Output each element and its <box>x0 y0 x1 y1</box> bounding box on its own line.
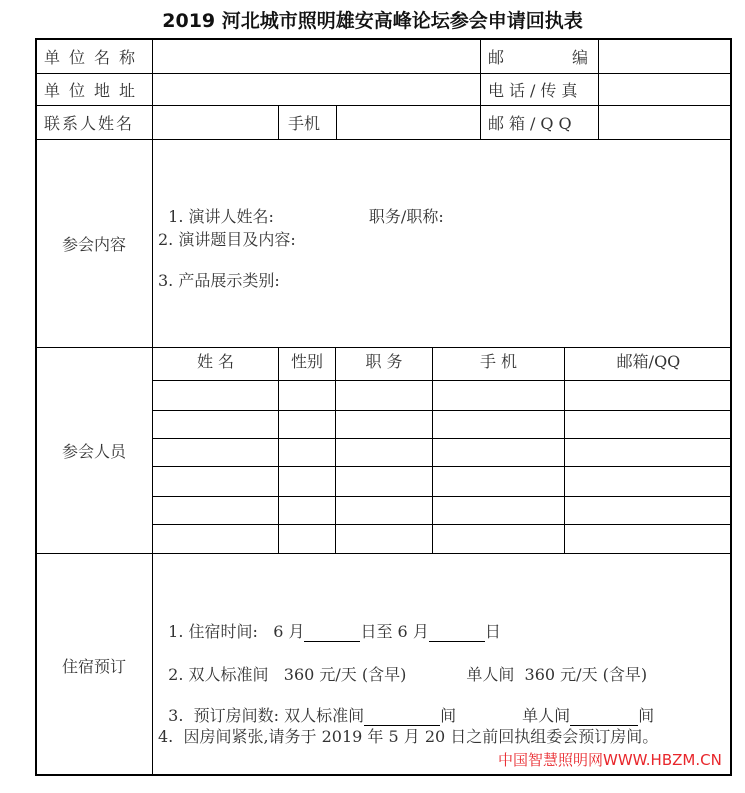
address-field[interactable] <box>153 74 480 105</box>
check-out-day-blank[interactable] <box>429 625 485 642</box>
attendee-row[interactable] <box>153 411 732 438</box>
booking-deadline-note: 4. 因房间紧张,请务于 2019 年 5 月 20 日之前回执组委会预订房间。 <box>158 727 659 746</box>
mobile-field[interactable] <box>337 106 480 139</box>
speaker-name-label: 1. 演讲人姓名: <box>168 207 274 226</box>
col-header-mobile: 手 机 <box>479 351 518 371</box>
check-in-day-blank[interactable] <box>304 625 360 642</box>
content-section-label: 参会内容 <box>61 235 126 254</box>
watermark: 中国智慧照明网WWW.HBZM.CN <box>498 751 722 769</box>
room-count-line: 3. 预订房间数: 双人标准间 间 单人间 间 <box>168 706 655 725</box>
speaker-title-label: 职务/职称: <box>368 207 444 226</box>
double-room-rate: 2. 双人标准间 360 元/天 (含早) <box>168 665 407 684</box>
contact-name-field[interactable] <box>153 106 278 139</box>
col-header-gender: 性别 <box>290 351 323 371</box>
postcode-label-b: 编 <box>572 47 589 67</box>
attendee-row[interactable] <box>153 525 732 553</box>
mobile-label: 手机 <box>288 114 321 133</box>
col-header-position: 职 务 <box>365 351 403 371</box>
unit-name-field[interactable] <box>153 39 480 73</box>
stay-dates-line: 1. 住宿时间: 6 月 日至 6 月 日 <box>168 622 501 641</box>
postcode-field[interactable] <box>599 39 732 73</box>
attendee-row[interactable] <box>153 467 732 496</box>
email-qq-label: 邮箱/QQ <box>488 114 577 133</box>
lodging-section-label: 住宿预订 <box>61 656 126 676</box>
unit-name-label: 单位名称 <box>44 47 145 67</box>
attendee-row[interactable] <box>153 497 732 524</box>
col-header-name: 姓 名 <box>196 351 235 371</box>
room-rates-line <box>158 643 647 685</box>
attendees-section-label: 参会人员 <box>61 442 126 461</box>
attendee-row[interactable] <box>153 381 732 410</box>
email-qq-field[interactable] <box>599 106 732 139</box>
phone-fax-field[interactable] <box>599 74 732 105</box>
col-divider <box>480 39 481 139</box>
speaker-name-line[interactable] <box>158 185 444 227</box>
address-label: 单位地址 <box>44 81 145 100</box>
postcode-label-a: 邮 <box>488 47 505 67</box>
speech-topic-line[interactable]: 2. 演讲题目及内容: <box>158 230 296 249</box>
attendee-row[interactable] <box>153 439 732 466</box>
single-room-rate: 单人间 360 元/天 (含早) <box>466 665 648 684</box>
form-title: 2019 河北城市照明雄安高峰论坛参会申请回执表 <box>162 10 583 32</box>
col-divider <box>278 105 279 139</box>
phone-fax-label: 电话/传真 <box>488 81 583 100</box>
contact-name-label: 联系人姓名 <box>44 114 135 133</box>
product-category-line[interactable]: 3. 产品展示类别: <box>158 271 280 290</box>
col-header-email-qq: 邮箱/QQ <box>616 351 681 371</box>
